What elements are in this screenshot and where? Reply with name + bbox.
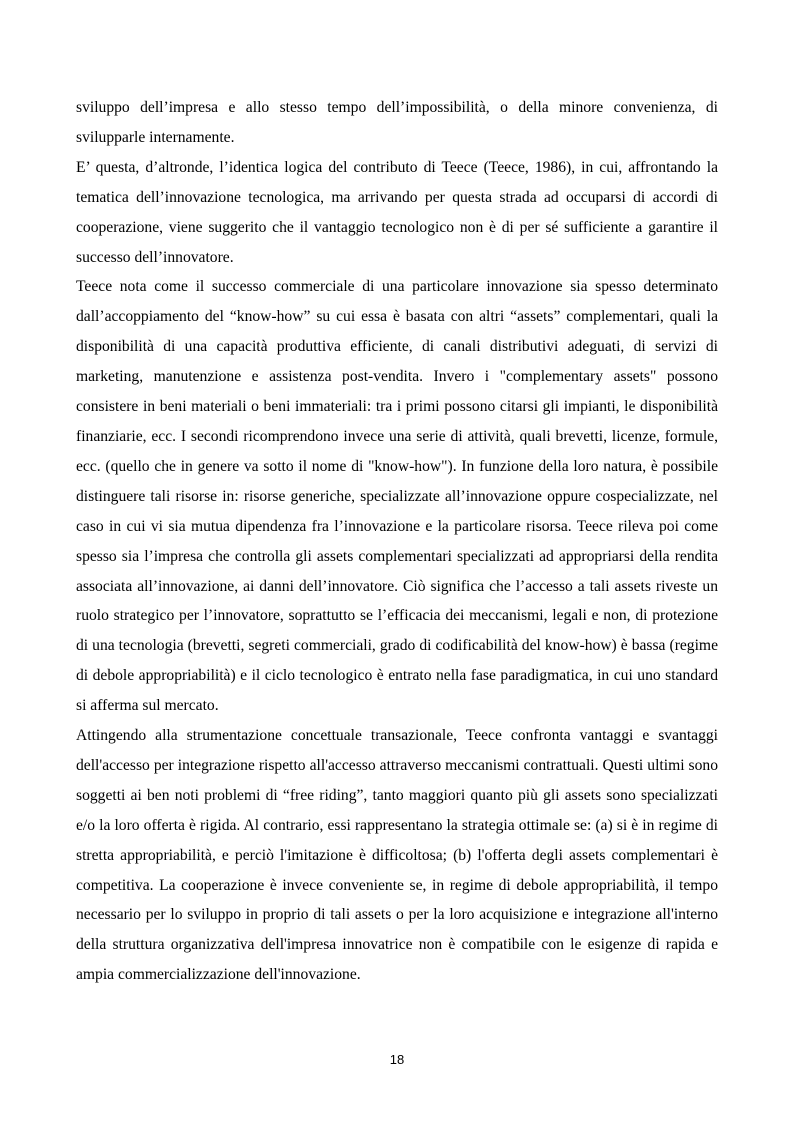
document-page [76,0,718,1123]
paragraph: Attingendo alla strumentazione concettuale transazionale, Teece confronta vantaggi e svantaggi dell'accesso per integrazione rispetto all'accesso attraverso meccanismi contrattuali. Questi ultimi sono soggetti ai ben noti problemi di “free riding”, tanto maggiori quanto più gli assets sono specializzati e/o la loro offerta è rigida. Al contrario, essi rappresentano la strategia ottimale se: (a) si è in regime di stretta appropriabilità, e perciò l'imitazione è difficoltosa; (b) l'offerta degli assets complementari è competitiva. La cooperazione è invece conveniente se, in regime di debole appropriabilità, il tempo necessario per lo sviluppo in proprio di tali assets o per la loro acquisizione e integrazione all'interno della struttura organizzativa dell'impresa innovatrice non è compatibile con le esigenze di rapida e ampia commercializzazione dell'innovazione. [76,727,718,984]
paragraph: sviluppo dell’impresa e allo stesso tempo dell’impossibilità, o della minore convenienza, di svilupparle internamente. [76,99,718,146]
page-number: 18 [389,1052,405,1067]
body-text [76,93,718,990]
paragraph: Teece nota come il successo commerciale di una particolare innovazione sia spesso determinato dall’accoppiamento del “know-how” su cui essa è basata con altri “assets” complementari, quali la disponibilità di una capacità produttiva efficiente, di canali distributivi adeguati, di servizi di marketing, manutenzione e assistenza post-vendita. Invero i "complementary assets" possono consistere in beni materiali o beni immateriali: tra i primi possono citarsi gli impianti, le disponibilità finanziarie, ecc. I secondi ricomprendono invece una serie di attività, quali brevetti, licenze, formule, ecc. (quello che in genere va sotto il nome di "know-how"). In funzione della loro natura, è possibile distinguere tali risorse in: risorse generiche, specializzate all’innovazione oppure cospecializzate, nel caso in cui vi sia mutua dipendenza fra l’innovazione e la particolare risorsa. Teece rileva poi come spesso sia l’impresa che controlla gli assets complementari specializzati ad appropriarsi della rendita associata all’innovazione, ai danni dell’innovatore. Ciò significa che l’accesso a tali assets riveste un ruolo strategico per l’innovatore, soprattutto se l’efficacia dei meccanismi, legali e non, di protezione di una tecnologia (brevetti, segreti commerciali, grado di codificabilità del know-how) è bassa (regime di debole appropriabilità) e il ciclo tecnologico è entrato nella fase paradigmatica, in cui uno standard si afferma sul mercato. [76,278,718,715]
paragraph: E’ questa, d’altronde, l’identica logica del contributo di Teece (Teece, 1986), in cui, affrontando la tematica dell’innovazione tecnologica, ma arrivando per questa strada ad occuparsi di accordi di cooperazione, viene suggerito che il vantaggio tecnologico non è di per sé sufficiente a garantire il successo dell’innovatore. [76,158,718,266]
